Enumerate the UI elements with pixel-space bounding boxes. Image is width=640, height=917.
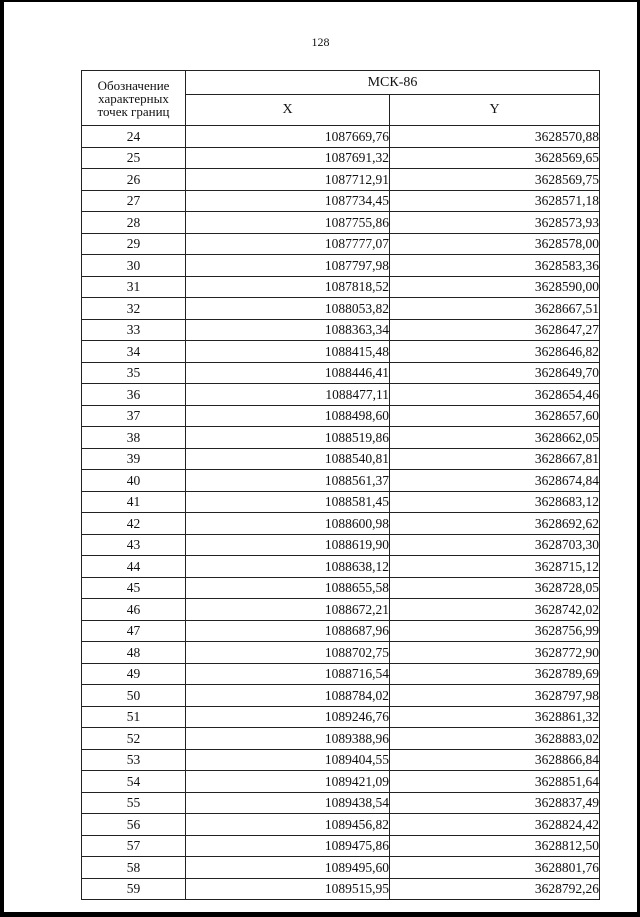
table-row (82, 599, 600, 621)
table-row (82, 427, 600, 449)
y-coordinate-cell: 3628812,50 (390, 835, 600, 857)
point-id-cell: 35 (82, 362, 186, 384)
y-coordinate-cell: 3628703,30 (390, 534, 600, 556)
x-coordinate-cell: 1089475,86 (186, 835, 390, 857)
table-row (82, 319, 600, 341)
x-coordinate-cell: 1088477,11 (186, 384, 390, 406)
point-id-cell: 40 (82, 470, 186, 492)
point-id-cell: 59 (82, 878, 186, 900)
y-coordinate-cell: 3628573,93 (390, 212, 600, 234)
y-coordinate-cell: 3628667,81 (390, 448, 600, 470)
point-id-cell: 28 (82, 212, 186, 234)
point-id-cell: 34 (82, 341, 186, 363)
y-coordinate-cell: 3628578,00 (390, 233, 600, 255)
table-row (82, 663, 600, 685)
y-coordinate-cell: 3628647,27 (390, 319, 600, 341)
x-coordinate-cell: 1087691,32 (186, 147, 390, 169)
table-row (82, 448, 600, 470)
point-id-cell: 56 (82, 814, 186, 836)
y-coordinate-cell: 3628657,60 (390, 405, 600, 427)
table-row (82, 620, 600, 642)
y-coordinate-cell: 3628649,70 (390, 362, 600, 384)
y-coordinate-cell: 3628742,02 (390, 599, 600, 621)
x-coordinate-cell: 1088716,54 (186, 663, 390, 685)
y-coordinate-cell: 3628569,65 (390, 147, 600, 169)
x-coordinate-cell: 1089456,82 (186, 814, 390, 836)
document-page (4, 2, 637, 912)
x-coordinate-cell: 1088415,48 (186, 341, 390, 363)
x-coordinate-cell: 1087712,91 (186, 169, 390, 191)
x-coordinate-cell: 1088672,21 (186, 599, 390, 621)
table-row (82, 685, 600, 707)
table-row (82, 341, 600, 363)
y-coordinate-cell: 3628662,05 (390, 427, 600, 449)
point-id-cell: 46 (82, 599, 186, 621)
point-id-cell: 55 (82, 792, 186, 814)
x-coordinate-cell: 1087734,45 (186, 190, 390, 212)
y-coordinate-cell: 3628583,36 (390, 255, 600, 277)
table-row (82, 857, 600, 879)
table-row (82, 169, 600, 191)
y-coordinate-cell: 3628772,90 (390, 642, 600, 664)
x-coordinate-cell: 1088363,34 (186, 319, 390, 341)
table-row (82, 749, 600, 771)
table-row (82, 577, 600, 599)
y-coordinate-cell: 3628801,76 (390, 857, 600, 879)
table-row (82, 255, 600, 277)
table-row (82, 491, 600, 513)
x-coordinate-cell: 1088519,86 (186, 427, 390, 449)
y-coordinate-cell: 3628667,51 (390, 298, 600, 320)
table-row (82, 534, 600, 556)
point-id-cell: 53 (82, 749, 186, 771)
table-row (82, 405, 600, 427)
table-row (82, 276, 600, 298)
x-coordinate-cell: 1088581,45 (186, 491, 390, 513)
x-coordinate-cell: 1087669,76 (186, 126, 390, 148)
table-row (82, 771, 600, 793)
table-row (82, 513, 600, 535)
y-coordinate-cell: 3628570,88 (390, 126, 600, 148)
table-row (82, 878, 600, 900)
x-coordinate-cell: 1088498,60 (186, 405, 390, 427)
point-id-cell: 24 (82, 126, 186, 148)
point-id-cell: 43 (82, 534, 186, 556)
coordinates-table (81, 70, 600, 900)
x-coordinate-cell: 1088600,98 (186, 513, 390, 535)
y-coordinate-cell: 3628674,84 (390, 470, 600, 492)
point-id-cell: 50 (82, 685, 186, 707)
point-id-cell: 33 (82, 319, 186, 341)
table-row (82, 792, 600, 814)
table-row (82, 384, 600, 406)
point-id-cell: 58 (82, 857, 186, 879)
x-coordinate-cell: 1088446,41 (186, 362, 390, 384)
y-coordinate-cell: 3628756,99 (390, 620, 600, 642)
x-coordinate-cell: 1089515,95 (186, 878, 390, 900)
point-id-cell: 36 (82, 384, 186, 406)
y-coordinate-cell: 3628792,26 (390, 878, 600, 900)
x-column-header: X (186, 95, 390, 126)
table-body (82, 126, 600, 900)
point-id-cell: 54 (82, 771, 186, 793)
table-row (82, 147, 600, 169)
table-header (82, 71, 600, 126)
y-coordinate-cell: 3628715,12 (390, 556, 600, 578)
x-coordinate-cell: 1088561,37 (186, 470, 390, 492)
y-coordinate-cell: 3628861,32 (390, 706, 600, 728)
y-coordinate-cell: 3628571,18 (390, 190, 600, 212)
table-row (82, 556, 600, 578)
point-id-cell: 57 (82, 835, 186, 857)
point-id-cell: 52 (82, 728, 186, 750)
point-id-cell: 29 (82, 233, 186, 255)
point-id-cell: 32 (82, 298, 186, 320)
table-row (82, 212, 600, 234)
y-coordinate-cell: 3628683,12 (390, 491, 600, 513)
point-id-cell: 30 (82, 255, 186, 277)
y-coordinate-cell: 3628866,84 (390, 749, 600, 771)
x-coordinate-cell: 1088053,82 (186, 298, 390, 320)
table-row (82, 190, 600, 212)
point-id-cell: 26 (82, 169, 186, 191)
x-coordinate-cell: 1089421,09 (186, 771, 390, 793)
table-row (82, 642, 600, 664)
x-coordinate-cell: 1088687,96 (186, 620, 390, 642)
x-coordinate-cell: 1089438,54 (186, 792, 390, 814)
table-row (82, 126, 600, 148)
point-id-cell: 47 (82, 620, 186, 642)
point-id-cell: 41 (82, 491, 186, 513)
y-coordinate-cell: 3628837,49 (390, 792, 600, 814)
y-coordinate-cell: 3628692,62 (390, 513, 600, 535)
y-coordinate-cell: 3628789,69 (390, 663, 600, 685)
x-coordinate-cell: 1088702,75 (186, 642, 390, 664)
point-id-cell: 38 (82, 427, 186, 449)
table-row (82, 728, 600, 750)
x-coordinate-cell: 1088655,58 (186, 577, 390, 599)
point-id-cell: 44 (82, 556, 186, 578)
x-coordinate-cell: 1089246,76 (186, 706, 390, 728)
coordinate-system-header: МСК-86 (186, 71, 600, 95)
x-coordinate-cell: 1088619,90 (186, 534, 390, 556)
table-row (82, 706, 600, 728)
x-coordinate-cell: 1089495,60 (186, 857, 390, 879)
y-coordinate-cell: 3628590,00 (390, 276, 600, 298)
x-coordinate-cell: 1088638,12 (186, 556, 390, 578)
point-id-cell: 49 (82, 663, 186, 685)
point-id-cell: 27 (82, 190, 186, 212)
x-coordinate-cell: 1087818,52 (186, 276, 390, 298)
point-id-cell: 31 (82, 276, 186, 298)
x-coordinate-cell: 1088540,81 (186, 448, 390, 470)
point-id-cell: 48 (82, 642, 186, 664)
point-label-header: Обозначение характерных точек границ (82, 71, 186, 126)
point-id-cell: 51 (82, 706, 186, 728)
y-coordinate-cell: 3628728,05 (390, 577, 600, 599)
y-column-header: Y (390, 95, 600, 126)
y-coordinate-cell: 3628851,64 (390, 771, 600, 793)
table-row (82, 298, 600, 320)
table-row (82, 814, 600, 836)
y-coordinate-cell: 3628646,82 (390, 341, 600, 363)
point-id-cell: 25 (82, 147, 186, 169)
y-coordinate-cell: 3628797,98 (390, 685, 600, 707)
y-coordinate-cell: 3628824,42 (390, 814, 600, 836)
table-row (82, 362, 600, 384)
x-coordinate-cell: 1089404,55 (186, 749, 390, 771)
point-id-cell: 37 (82, 405, 186, 427)
point-id-cell: 45 (82, 577, 186, 599)
page-number: 128 (311, 35, 330, 49)
y-coordinate-cell: 3628654,46 (390, 384, 600, 406)
x-coordinate-cell: 1087755,86 (186, 212, 390, 234)
x-coordinate-cell: 1087777,07 (186, 233, 390, 255)
y-coordinate-cell: 3628883,02 (390, 728, 600, 750)
point-id-cell: 42 (82, 513, 186, 535)
point-id-cell: 39 (82, 448, 186, 470)
y-coordinate-cell: 3628569,75 (390, 169, 600, 191)
x-coordinate-cell: 1088784,02 (186, 685, 390, 707)
x-coordinate-cell: 1089388,96 (186, 728, 390, 750)
table-row (82, 470, 600, 492)
x-coordinate-cell: 1087797,98 (186, 255, 390, 277)
table-row (82, 835, 600, 857)
table-row (82, 233, 600, 255)
